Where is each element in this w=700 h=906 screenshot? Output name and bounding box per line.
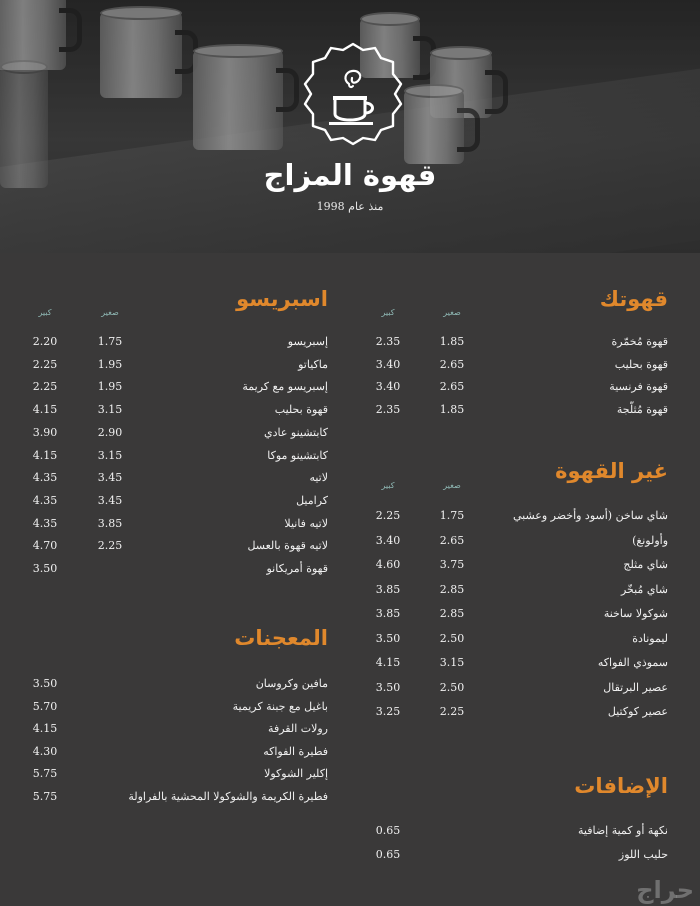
column-header-small: صغير [443, 308, 461, 317]
price-small: 2.50 [439, 680, 465, 694]
column-header-large: كبير [381, 481, 395, 490]
menu-item-name: رولات القرفة [268, 722, 328, 736]
price-large: 4.70 [32, 539, 58, 553]
menu-item-name: شوكولا ساخنة [603, 607, 668, 620]
menu-item-name: وأولونغ) [632, 533, 668, 547]
section-title-pastries: المعجنات [234, 626, 328, 650]
menu-item-name: نكهة أو كمية إضافية [578, 824, 668, 837]
price: 3.50 [32, 677, 58, 690]
menu-item-name: لاتيه قهوة بالعسل [247, 539, 328, 553]
price-large: 2.20 [32, 335, 58, 348]
price-small: 1.75 [439, 509, 465, 522]
price-small: 2.85 [439, 582, 465, 596]
price-small: 1.95 [97, 357, 123, 371]
section-title-non-coffee: غير القهوة [555, 459, 668, 483]
price-small: 1.85 [439, 335, 465, 348]
price-large: 3.85 [375, 582, 401, 596]
menu-item-name: حليب اللوز [618, 848, 668, 861]
menu-item-name: مافين وكروسان [255, 677, 328, 690]
price-small: 2.85 [439, 607, 465, 620]
price-large: 4.35 [32, 493, 58, 507]
price-large: 2.35 [375, 402, 401, 416]
menu-item-name: قهوة مُخمّرة [611, 335, 668, 348]
price-small: 3.15 [97, 448, 123, 462]
menu-item-name: قهوة بحليب [274, 403, 328, 417]
price-small: 3.15 [439, 656, 465, 669]
menu-item-name: قهوة بحليب [614, 357, 668, 371]
price-large: 4.15 [32, 448, 58, 462]
price-small: 3.75 [439, 558, 465, 571]
column-header-large: كبير [38, 308, 52, 317]
price: 5.75 [32, 790, 58, 803]
price-large: 2.35 [375, 335, 401, 348]
price-large: 2.25 [32, 357, 58, 371]
price-large: 3.90 [32, 425, 58, 439]
menu-item-name: ماكياتو [298, 357, 328, 371]
price: 0.65 [375, 848, 401, 861]
price: 5.75 [32, 767, 58, 781]
menu-item-name: فطيرة الكريمة والشوكولا المحشية بالفراولة [128, 790, 328, 803]
price-large: 4.15 [32, 403, 58, 417]
price-small: 3.45 [97, 493, 123, 507]
price-small: 2.25 [439, 705, 465, 718]
price-large: 3.50 [32, 562, 58, 575]
price-small: 2.65 [439, 380, 465, 393]
price: 4.30 [32, 744, 58, 758]
column-header-large: كبير [381, 308, 395, 317]
menu-item-name: قهوة مُثلّجة [616, 402, 668, 416]
price-large: 2.25 [32, 380, 58, 394]
price-large: 3.50 [375, 631, 401, 645]
column-header-small: صغير [101, 308, 119, 317]
hero-banner [0, 0, 700, 253]
menu-item-name: عصير كوكتيل [607, 705, 668, 718]
price-large: 4.35 [32, 471, 58, 485]
coffee-cup-logo-icon [299, 40, 407, 148]
price-small: 2.90 [97, 425, 123, 439]
price-small: 2.25 [97, 539, 123, 553]
menu-item-name: كابتشينو موكا [267, 448, 328, 462]
price-large: 4.15 [375, 656, 401, 669]
price: 5.70 [32, 699, 58, 713]
menu-item-name: ليمونادة [632, 631, 668, 645]
menu-item-name: سموذي الفواكه [597, 656, 668, 669]
price-small: 3.45 [97, 471, 123, 485]
column-header-small: صغير [443, 481, 461, 490]
section-title-addons: الإضافات [574, 774, 668, 798]
menu-item-name: إكلير الشوكولا [264, 767, 328, 781]
price-small: 1.95 [97, 380, 123, 394]
price-large: 3.40 [375, 380, 401, 393]
menu-item-name: فطيرة الفواكه [263, 744, 328, 758]
menu-item-name: قهوة فرنسية [609, 380, 668, 393]
price-large: 3.25 [375, 705, 401, 718]
price-large: 4.60 [375, 558, 401, 571]
section-title-espresso: اسبريسو [236, 287, 328, 311]
price-small: 1.75 [97, 335, 123, 348]
price-small: 3.85 [97, 516, 123, 530]
price-large: 4.35 [32, 516, 58, 530]
menu-item-name: باغيل مع جبنة كريمية [232, 699, 328, 713]
price-small: 2.65 [439, 357, 465, 371]
price-small: 1.85 [439, 402, 465, 416]
menu-item-name: إسبريسو مع كريمة [242, 380, 328, 394]
haraj-watermark: حراج [636, 876, 694, 904]
price-large: 3.50 [375, 680, 401, 694]
price: 4.15 [32, 722, 58, 736]
menu-item-name: شاي مُبخّر [620, 582, 668, 596]
price-small: 3.15 [97, 403, 123, 417]
price-small: 2.50 [439, 631, 465, 645]
menu-item-name: عصير البرتقال [603, 680, 668, 694]
since-year: منذ عام 1998 [316, 200, 384, 213]
price-large: 3.85 [375, 607, 401, 620]
menu-item-name: قهوة أمريكانو [266, 562, 328, 575]
menu-item-name: شاي مثلج [623, 558, 668, 571]
menu-item-name: شاي ساخن (أسود وأخضر وعشبي [512, 509, 668, 522]
price: 0.65 [375, 824, 401, 837]
menu-item-name: كراميل [296, 493, 328, 507]
price-large: 2.25 [375, 509, 401, 522]
menu-item-name: لاتيه فانيلا [284, 516, 328, 530]
section-title-qahwatak: قهوتك [599, 287, 668, 311]
brand-name: قهوة المزاج [263, 158, 437, 192]
menu-item-name: إسبريسو [287, 335, 328, 348]
menu-item-name: كابتشينو عادي [263, 425, 328, 439]
price-small: 2.65 [439, 533, 465, 547]
price-large: 3.40 [375, 357, 401, 371]
price-large: 3.40 [375, 533, 401, 547]
menu-item-name: لاتيه [309, 471, 328, 485]
